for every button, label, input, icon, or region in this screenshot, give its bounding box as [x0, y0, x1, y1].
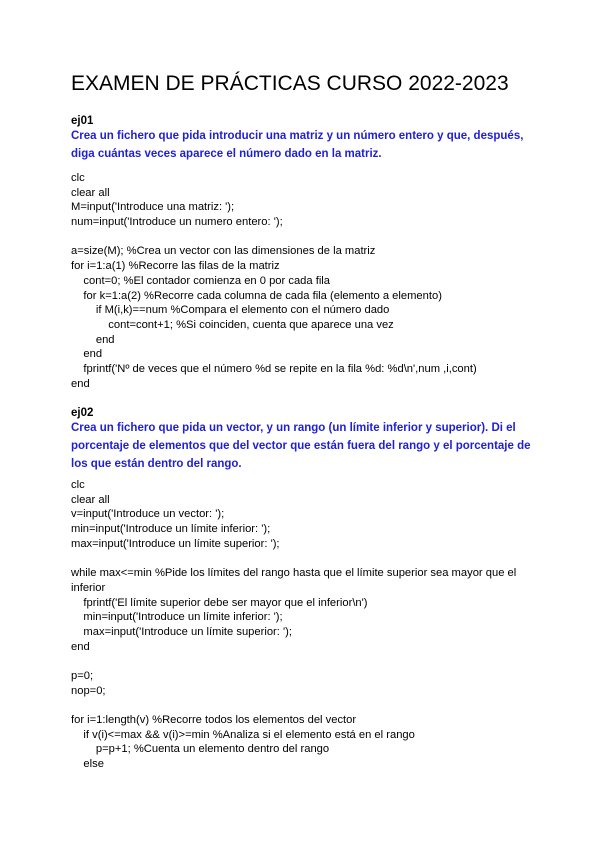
exercise-statement-ej01: Crea un fichero que pida introducir una matriz y un número entero y que, después, diga cuántas veces aparece el número dado en la matriz.: [71, 130, 524, 160]
code-line: if v(i)<=max && v(i)>=min %Analiza si el elemento está en el rango: [71, 728, 415, 741]
code-line: else: [71, 758, 104, 771]
page-title: EXAMEN DE PRÁCTICAS CURSO 2022-2023: [71, 72, 509, 95]
code-line: clc: [71, 172, 85, 184]
code-line: while max<=min %Pide los límites del rango hasta que el límite superior sea mayor que el: [71, 567, 517, 580]
code-line: max=input('Introduce un límite superior: ');: [71, 625, 292, 638]
code-line: for i=1:a(1) %Recorre las filas de la matriz: [71, 260, 280, 273]
code-line: M=input('Introduce una matriz: ');: [71, 201, 235, 214]
code-line: clear all: [71, 186, 110, 199]
code-line: fprintf('El límite superior debe ser mayor que el inferior\n'): [71, 596, 368, 609]
code-line: end: [71, 333, 115, 346]
code-line: for i=1:length(v) %Recorre todos los elementos del vector: [71, 714, 357, 726]
code-line: num=input('Introduce un numero entero: ');: [71, 216, 283, 229]
code-block-ej01: [71, 171, 541, 391]
code-line: clc: [71, 479, 85, 491]
code-line: [71, 654, 541, 669]
exercise-label-ej01: ej01: [71, 115, 94, 127]
code-line: fprintf('Nº de veces que el número %d se repite en la fila %d: %d\n',num ,i,cont): [71, 362, 477, 375]
code-line: [71, 230, 541, 245]
code-line: end: [71, 640, 90, 653]
exercise-label-ej02: ej02: [71, 407, 94, 419]
exercise-statement-ej02: Crea un fichero que pida un vector, y un rango (un límite inferior y superior). Di el porcentaje de elementos que del vector que están fuera del rango y el porcentaje de los que están dentro del rango.: [71, 422, 531, 470]
code-line: min=input('Introduce un límite inferior: ');: [71, 611, 283, 624]
code-line: cont=cont+1; %Si coinciden, cuenta que aparece una vez: [71, 318, 394, 331]
code-line: min=input('Introduce un límite inferior: ');: [71, 523, 271, 536]
code-line: nop=0;: [71, 684, 106, 697]
code-line: p=p+1; %Cuenta un elemento dentro del rango: [71, 743, 330, 756]
code-line: [71, 698, 541, 713]
code-line: end: [71, 377, 90, 390]
code-line: if M(i,k)==num %Compara el elemento con el número dado: [71, 304, 390, 317]
code-line: clear all: [71, 493, 110, 506]
code-line: inferior: [71, 581, 106, 594]
code-line: cont=0; %El contador comienza en 0 por cada fila: [71, 274, 331, 287]
code-line: end: [71, 348, 103, 361]
code-line: v=input('Introduce un vector: ');: [71, 508, 225, 521]
code-line: a=size(M); %Crea un vector con las dimensiones de la matriz: [71, 245, 376, 258]
code-line: p=0;: [71, 669, 94, 682]
code-line: for k=1:a(2) %Recorre cada columna de cada fila (elemento a elemento): [71, 289, 442, 302]
code-block-ej02: [71, 478, 541, 772]
code-line: [71, 551, 541, 566]
code-line: max=input('Introduce un límite superior: ');: [71, 537, 280, 550]
